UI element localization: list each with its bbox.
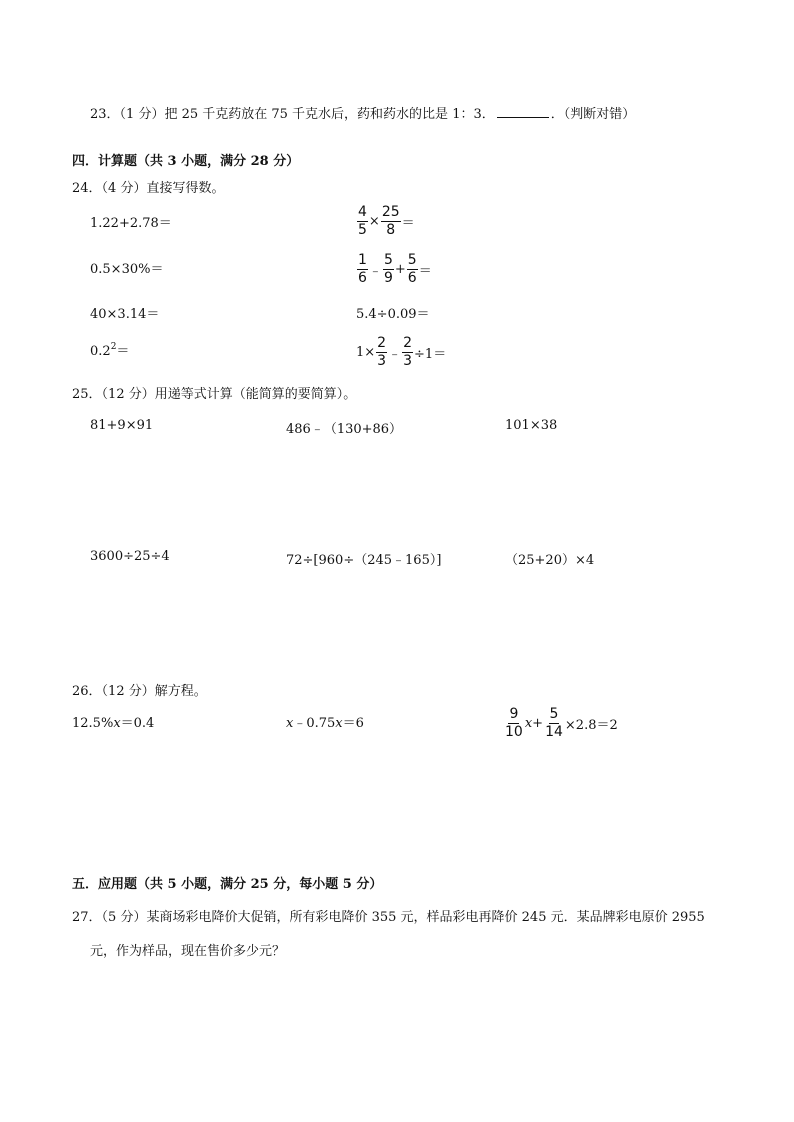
fraction: $\frac{5}{14}$ [545, 706, 563, 740]
fraction: $\frac{2}{3}$ [403, 335, 413, 369]
q25-item-c: 101×38 [505, 418, 558, 433]
section-4-title: 四．计算题（共 3 小题，满分 28 分） [72, 154, 300, 169]
q24-left-4-base: 0.2 [90, 344, 111, 359]
q26-equation-b: x﹣0.75x＝6 [286, 716, 364, 731]
question-26-heading: 26．（12 分）解方程。 [72, 684, 207, 699]
fraction: $\frac{1}{6}$ [358, 252, 367, 286]
q25-item-d: 3600÷25÷4 [90, 549, 170, 564]
q25-item-e: 72÷[960÷（245﹣165）] [286, 553, 442, 568]
q24-left-4 [90, 340, 129, 359]
question-27-line-1: 27．（5 分）某商场彩电降价大促销，所有彩电降价 355 元，样品彩电再降价 245 元．某品牌彩电原价 2955 [72, 910, 705, 925]
q24-left-4-eq: ＝ [116, 344, 130, 359]
q23-tail: ．（判断对错） [550, 107, 636, 122]
q26-equation-a: 12.5%x＝0.4 [72, 716, 155, 731]
q24-left-3: 40×3.14＝ [90, 307, 160, 322]
question-23 [90, 103, 635, 122]
q26-equation-c: $\frac{9}{10}$ x + $\frac{5}{14}$ ×2.8＝2 [505, 706, 618, 740]
question-27-line-2: 元，作为样品，现在售价多少元？ [90, 944, 286, 959]
q25-item-a: 81+9×91 [90, 418, 154, 433]
q24-left-4-exponent: 2 [110, 342, 117, 352]
answer-blank[interactable] [497, 105, 549, 118]
q24-right-3: 5.4÷0.09＝ [356, 307, 430, 322]
q24-left-2: 0.5×30%＝ [90, 262, 164, 277]
question-24-heading: 24．（4 分）直接写得数。 [72, 181, 225, 196]
section-5-title: 五．应用题（共 5 小题，满分 25 分，每小题 5 分） [72, 877, 383, 892]
question-25-heading: 25．（12 分）用递等式计算（能简算的要简算）。 [72, 387, 357, 402]
fraction: $\frac{4}{5}$ [358, 204, 367, 238]
q25-item-f: （25+20）×4 [505, 553, 595, 568]
q23-text: 23．（1 分）把 25 千克药放在 75 千克水后，药和药水的比是 1：3． [90, 107, 495, 122]
q25-item-b: 486﹣（130+86） [286, 422, 403, 437]
q24-right-1: $\frac{4}{5}$ × $\frac{25}{8}$ ＝ [358, 204, 415, 238]
fraction: $\frac{25}{8}$ [381, 204, 400, 238]
fraction: $\frac{5}{6}$ [407, 252, 417, 286]
q24-right-4: 1× $\frac{2}{3}$ ﹣ $\frac{2}{3}$ ÷1＝ [356, 335, 447, 369]
fraction: $\frac{9}{10}$ [505, 706, 523, 740]
fraction: $\frac{5}{9}$ [383, 252, 393, 286]
fraction: $\frac{2}{3}$ [377, 335, 387, 369]
q24-left-1: 1.22+2.78＝ [90, 216, 172, 231]
q24-right-2: $\frac{1}{6}$ ﹣ $\frac{5}{9}$ + $\frac{5}{6}$ ＝ [358, 252, 432, 286]
